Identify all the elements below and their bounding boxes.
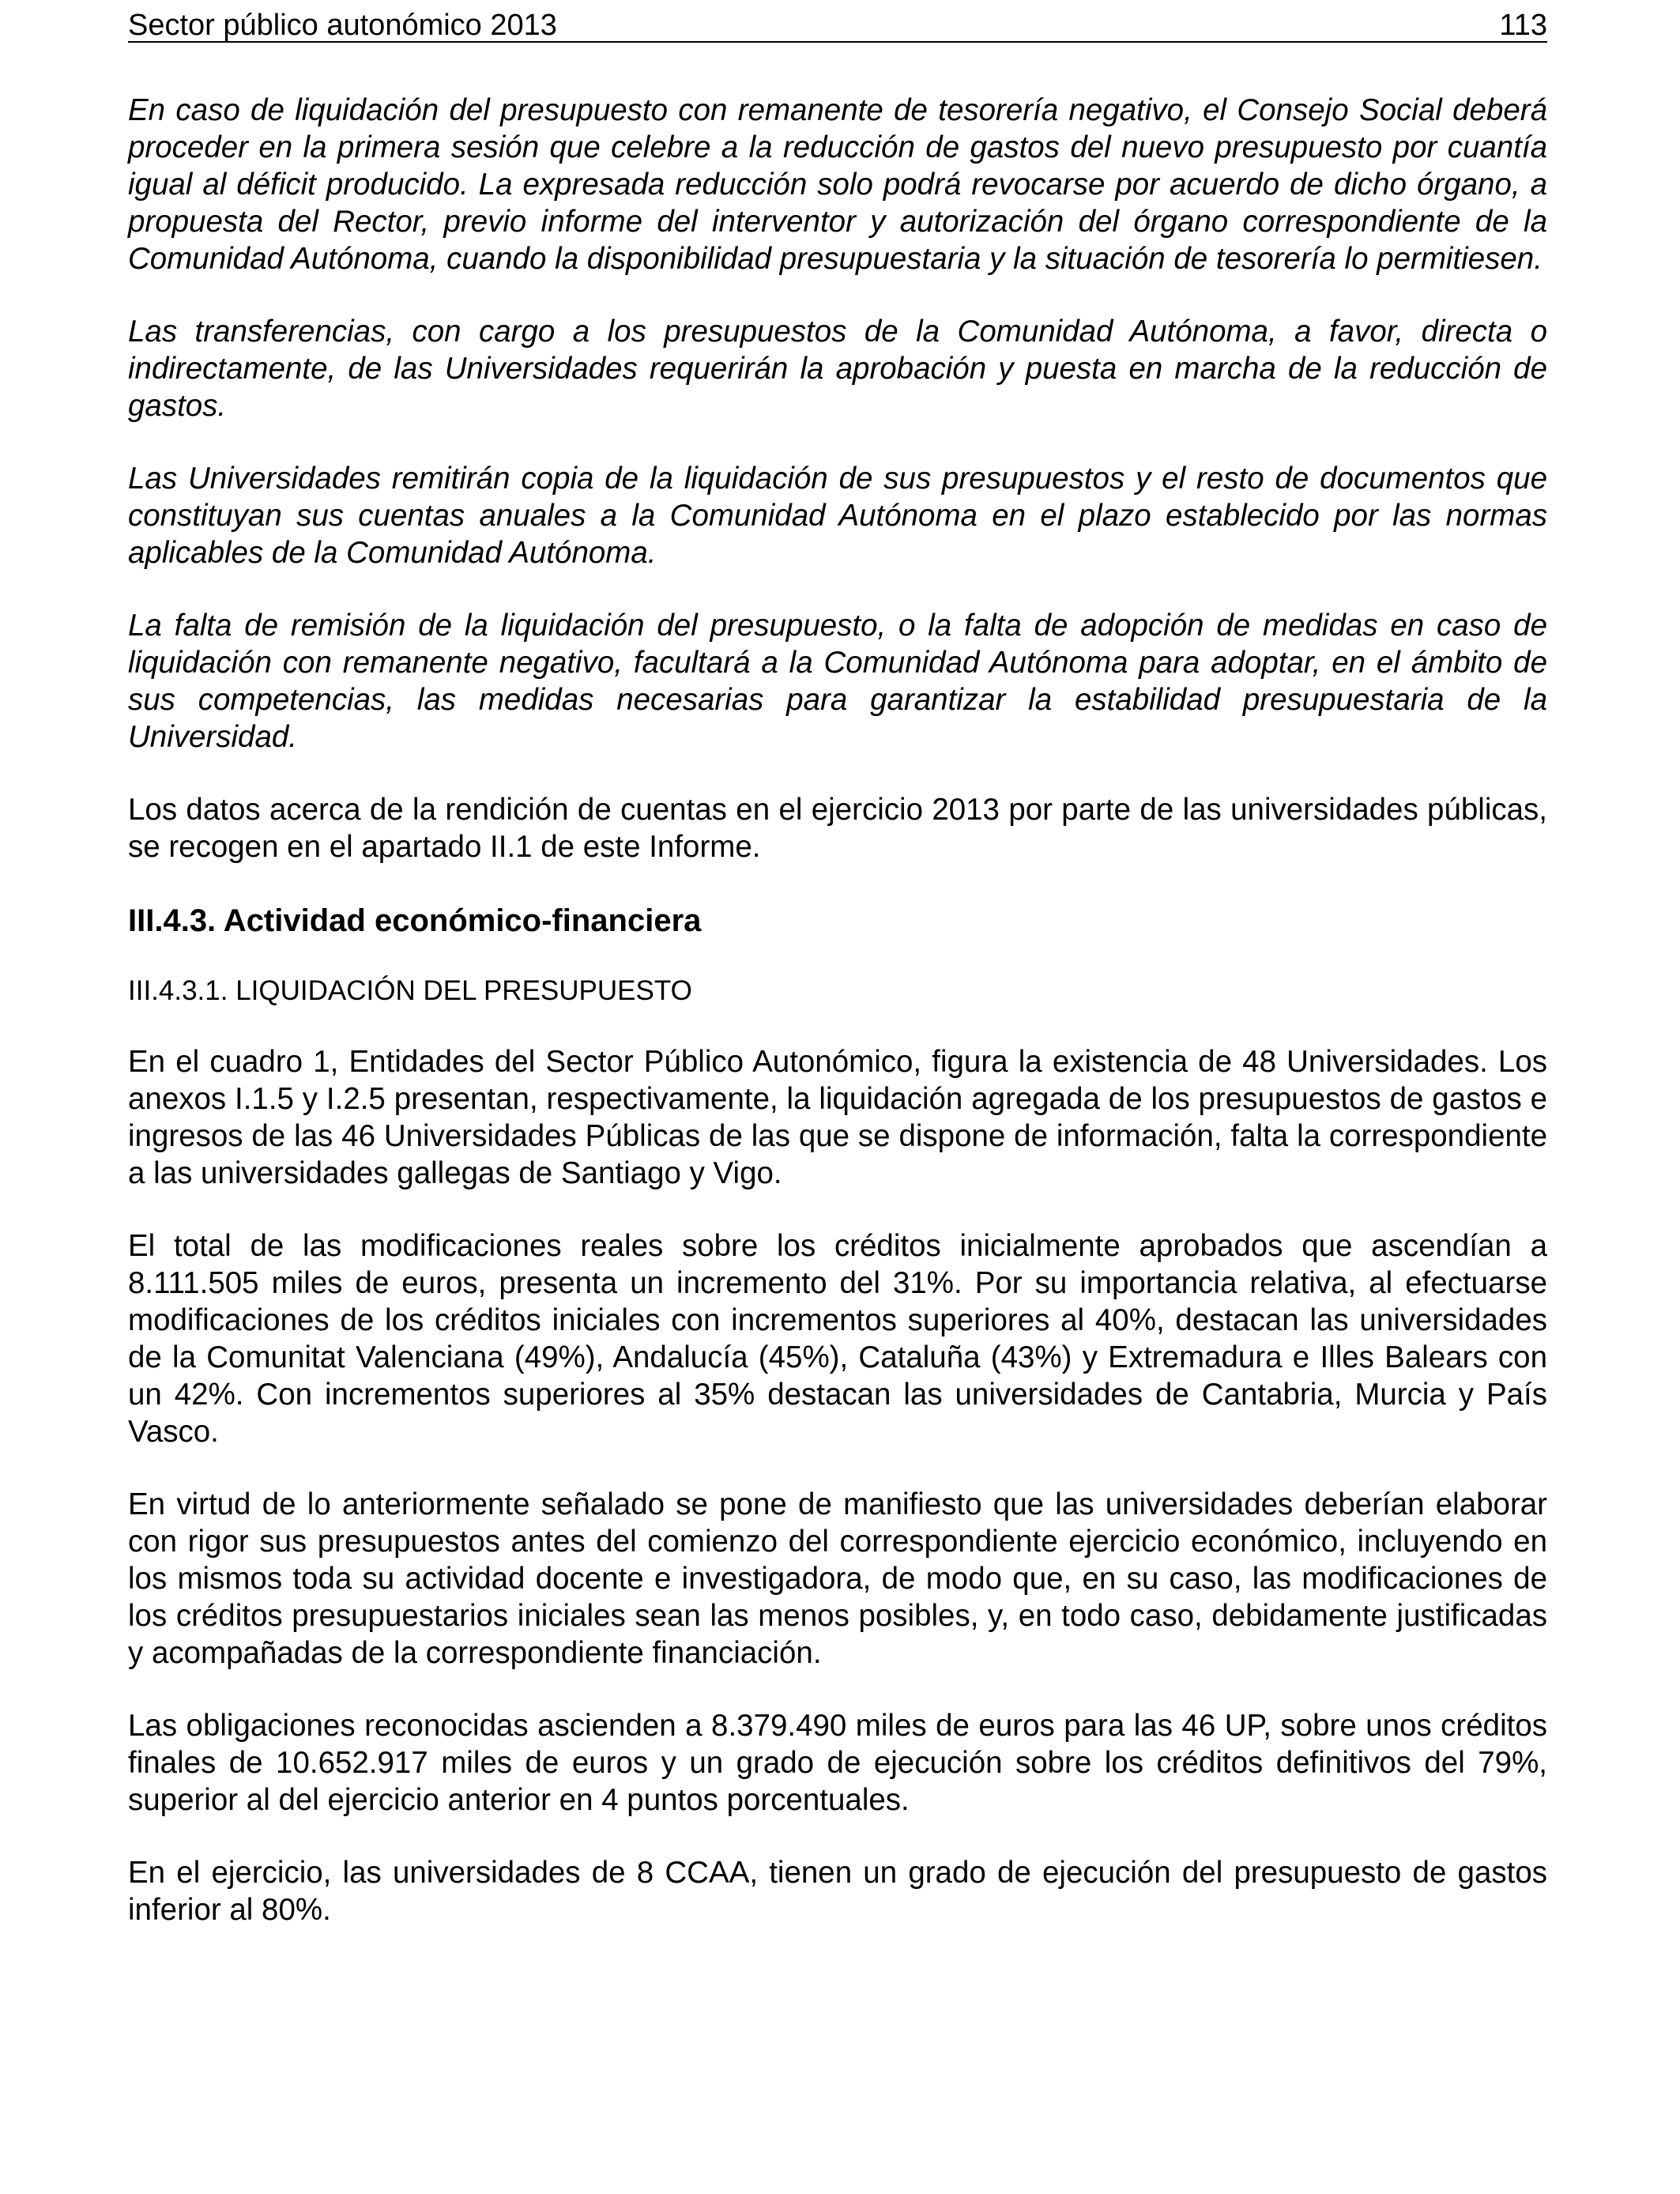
body-paragraph: En el cuadro 1, Entidades del Sector Público Autonómico, figura la existencia de 48 Universidades. Los anexos I.1.5 y I.2.5 presentan, respectivamente, la liquidación agregada de los presupuestos de gastos e ingresos de las 46 Universidades Públicas de las que se dispone de información, falta la correspondiente a las universidades gallegas de Santiago y Vigo. [128, 1045, 1547, 1190]
body-paragraph: Los datos acerca de la rendición de cuentas en el ejercicio 2013 por parte de las universidades públicas, se recogen en el apartado II.1 de este Informe. [128, 793, 1547, 864]
page-number: 113 [1499, 9, 1547, 42]
italic-paragraph: Las transferencias, con cargo a los presupuestos de la Comunidad Autónoma, a favor, directa o indirectamente, de las Universidades requerirán la aprobación y puesta en marcha de la reducción de gastos. [128, 315, 1547, 423]
body-paragraph: Las obligaciones reconocidas ascienden a 8.379.490 miles de euros para las 46 UP, sobre unos créditos finales de 10.652.917 miles de euros y un grado de ejecución sobre los créditos definitivos del 79%, superior al del ejercicio anterior en 4 puntos porcentuales. [128, 1709, 1547, 1817]
section-heading: III.4.3. Actividad económico-financiera [128, 903, 702, 938]
body-paragraph: El total de las modificaciones reales sobre los créditos inicialmente aprobados que ascendían a 8.111.505 miles de euros, presenta un incremento del 31%. Por su importancia relativa, al efectuarse modificaciones de los créditos iniciales con incrementos superiores al 40%, destacan las universidades de la Comunitat Valenciana (49%), Andalucía (45%), Cataluña (43%) y Extremadura e Illes Balears con un 42%. Con incrementos superiores al 35% destacan las universidades de Cantabria, Murcia y País Vasco. [128, 1229, 1547, 1449]
page-header [128, 6, 1547, 43]
body-paragraph: En el ejercicio, las universidades de 8 CCAA, tienen un grado de ejecución del presupuesto de gastos inferior al 80%. [128, 1856, 1547, 1927]
body-paragraph: En virtud de lo anteriormente señalado se pone de manifiesto que las universidades deberían elaborar con rigor sus presupuestos antes del comienzo del correspondiente ejercicio económico, incluyendo en los mismos toda su actividad docente e investigadora, de modo que, en su caso, las modificaciones de los créditos presupuestarios iniciales sean las menos posibles, y, en todo caso, debidamente justificadas y acompañadas de la correspondiente financiación. [128, 1487, 1547, 1670]
italic-paragraph: En caso de liquidación del presupuesto con remanente de tesorería negativo, el Consejo Social deberá proceder en la primera sesión que celebre a la reducción de gastos del nuevo presupuesto por cuantía igual al déficit producido. La expresada reducción solo podrá revocarse por acuerdo de dicho órgano, a propuesta del Rector, previo informe del interventor y autorización del órgano correspondiente de la Comunidad Autónoma, cuando la disponibilidad presupuestaria y la situación de tesorería lo permitiesen. [128, 93, 1547, 276]
italic-paragraph: Las Universidades remitirán copia de la liquidación de sus presupuestos y el resto de documentos que constituyan sus cuentas anuales a la Comunidad Autónoma en el plazo establecido por las normas aplicables de la Comunidad Autónoma. [128, 462, 1547, 570]
italic-paragraph: La falta de remisión de la liquidación del presupuesto, o la falta de adopción de medidas en caso de liquidación con remanente negativo, facultará a la Comunidad Autónoma para adoptar, en el ámbito de sus competencias, las medidas necesarias para garantizar la estabilidad presupuestaria de la Universidad. [128, 609, 1547, 754]
subsection-heading: III.4.3.1. LIQUIDACIÓN DEL PRESUPUESTO [128, 975, 692, 1006]
page-content [128, 92, 1547, 1928]
running-title: Sector público autonómico 2013 [128, 9, 557, 42]
